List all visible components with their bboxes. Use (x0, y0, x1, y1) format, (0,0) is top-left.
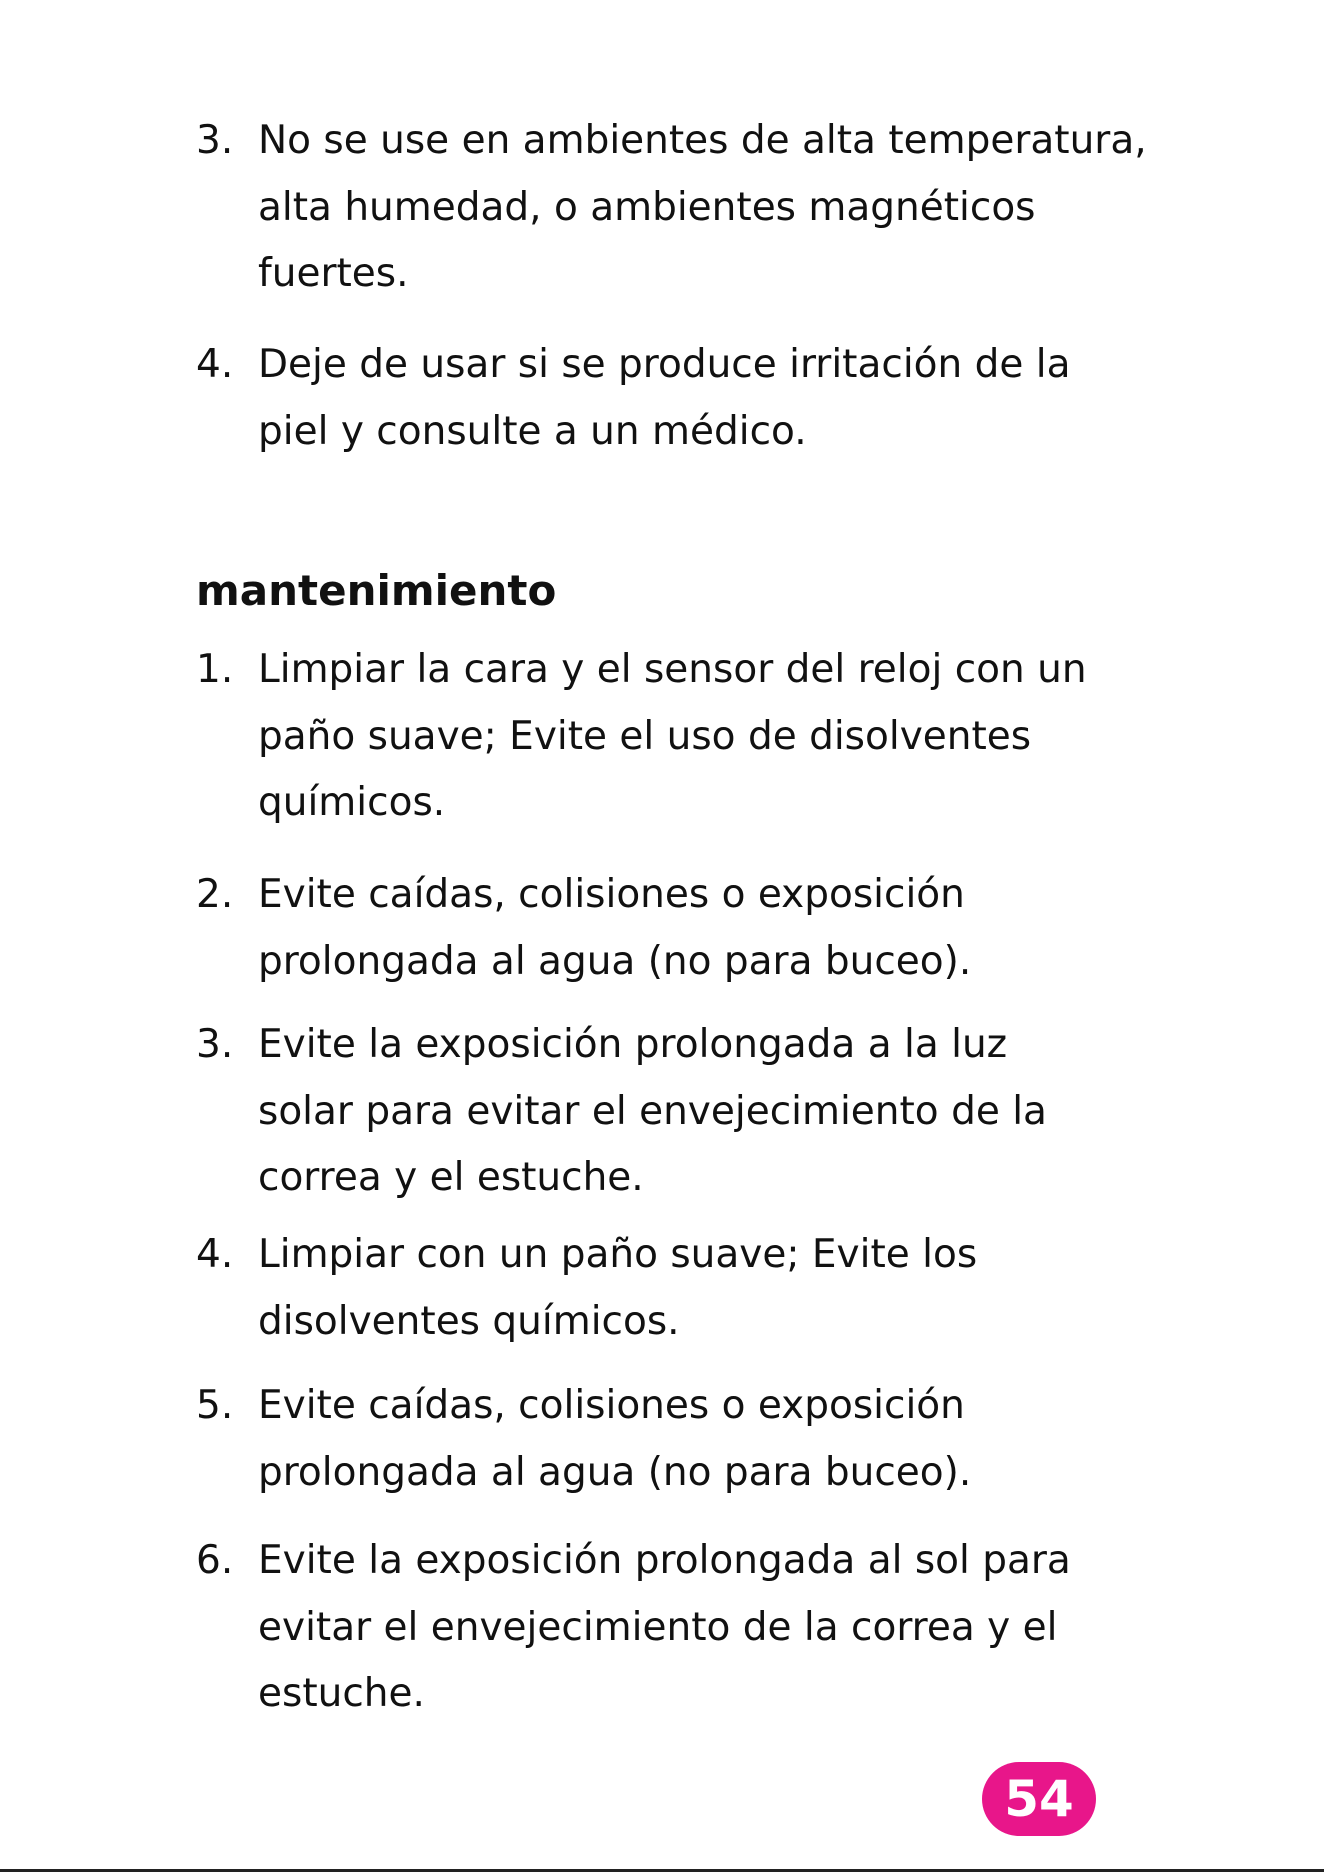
list-number: 3. (196, 1022, 234, 1067)
list-text (258, 332, 1158, 465)
list-text (258, 862, 1158, 995)
text-line: piel y consulte a un médico. (258, 408, 807, 454)
list-number: 4. (196, 342, 234, 387)
list-number: 4. (196, 1232, 234, 1277)
text-line: disolventes químicos. (258, 1298, 680, 1344)
text-line: Limpiar la cara y el sensor del reloj con un (258, 647, 1087, 692)
list-text (258, 1012, 1158, 1212)
list-text (258, 108, 1158, 308)
text-line: solar para evitar el envejecimiento de la (258, 1088, 1047, 1134)
text-line: Deje de usar si se produce irritación de la (258, 342, 1071, 387)
text-line: evitar el envejecimiento de la correa y el (258, 1604, 1058, 1650)
list-text (258, 637, 1158, 837)
text-line: fuertes. (258, 251, 409, 296)
list-number: 5. (196, 1383, 234, 1428)
list-text (258, 1528, 1158, 1728)
text-line: No se use en ambientes de alta temperatura, (258, 118, 1147, 163)
text-line: prolongada al agua (no para buceo). (258, 1449, 972, 1495)
text-line: Limpiar con un paño suave; Evite los (258, 1232, 978, 1277)
text-line: prolongada al agua (no para buceo). (258, 938, 972, 984)
text-line: paño suave; Evite el uso de disolventes (258, 713, 1032, 759)
list-text (258, 1222, 1158, 1355)
list-number: 2. (196, 872, 234, 917)
text-line: estuche. (258, 1671, 425, 1716)
text-line: Evite la exposición prolongada a la luz (258, 1022, 1008, 1067)
section-heading: mantenimiento (196, 566, 557, 615)
page-number-badge: 54 (982, 1762, 1096, 1836)
list-number: 6. (196, 1538, 234, 1583)
text-line: alta humedad, o ambientes magnéticos (258, 184, 1036, 230)
text-line: Evite caídas, colisiones o exposición (258, 872, 965, 917)
text-line: correa y el estuche. (258, 1155, 644, 1200)
list-number: 3. (196, 118, 234, 163)
list-text (258, 1373, 1158, 1506)
text-line: Evite caídas, colisiones o exposición (258, 1383, 965, 1428)
list-number: 1. (196, 647, 234, 692)
text-line: químicos. (258, 780, 446, 825)
text-line: Evite la exposición prolongada al sol para (258, 1538, 1071, 1583)
